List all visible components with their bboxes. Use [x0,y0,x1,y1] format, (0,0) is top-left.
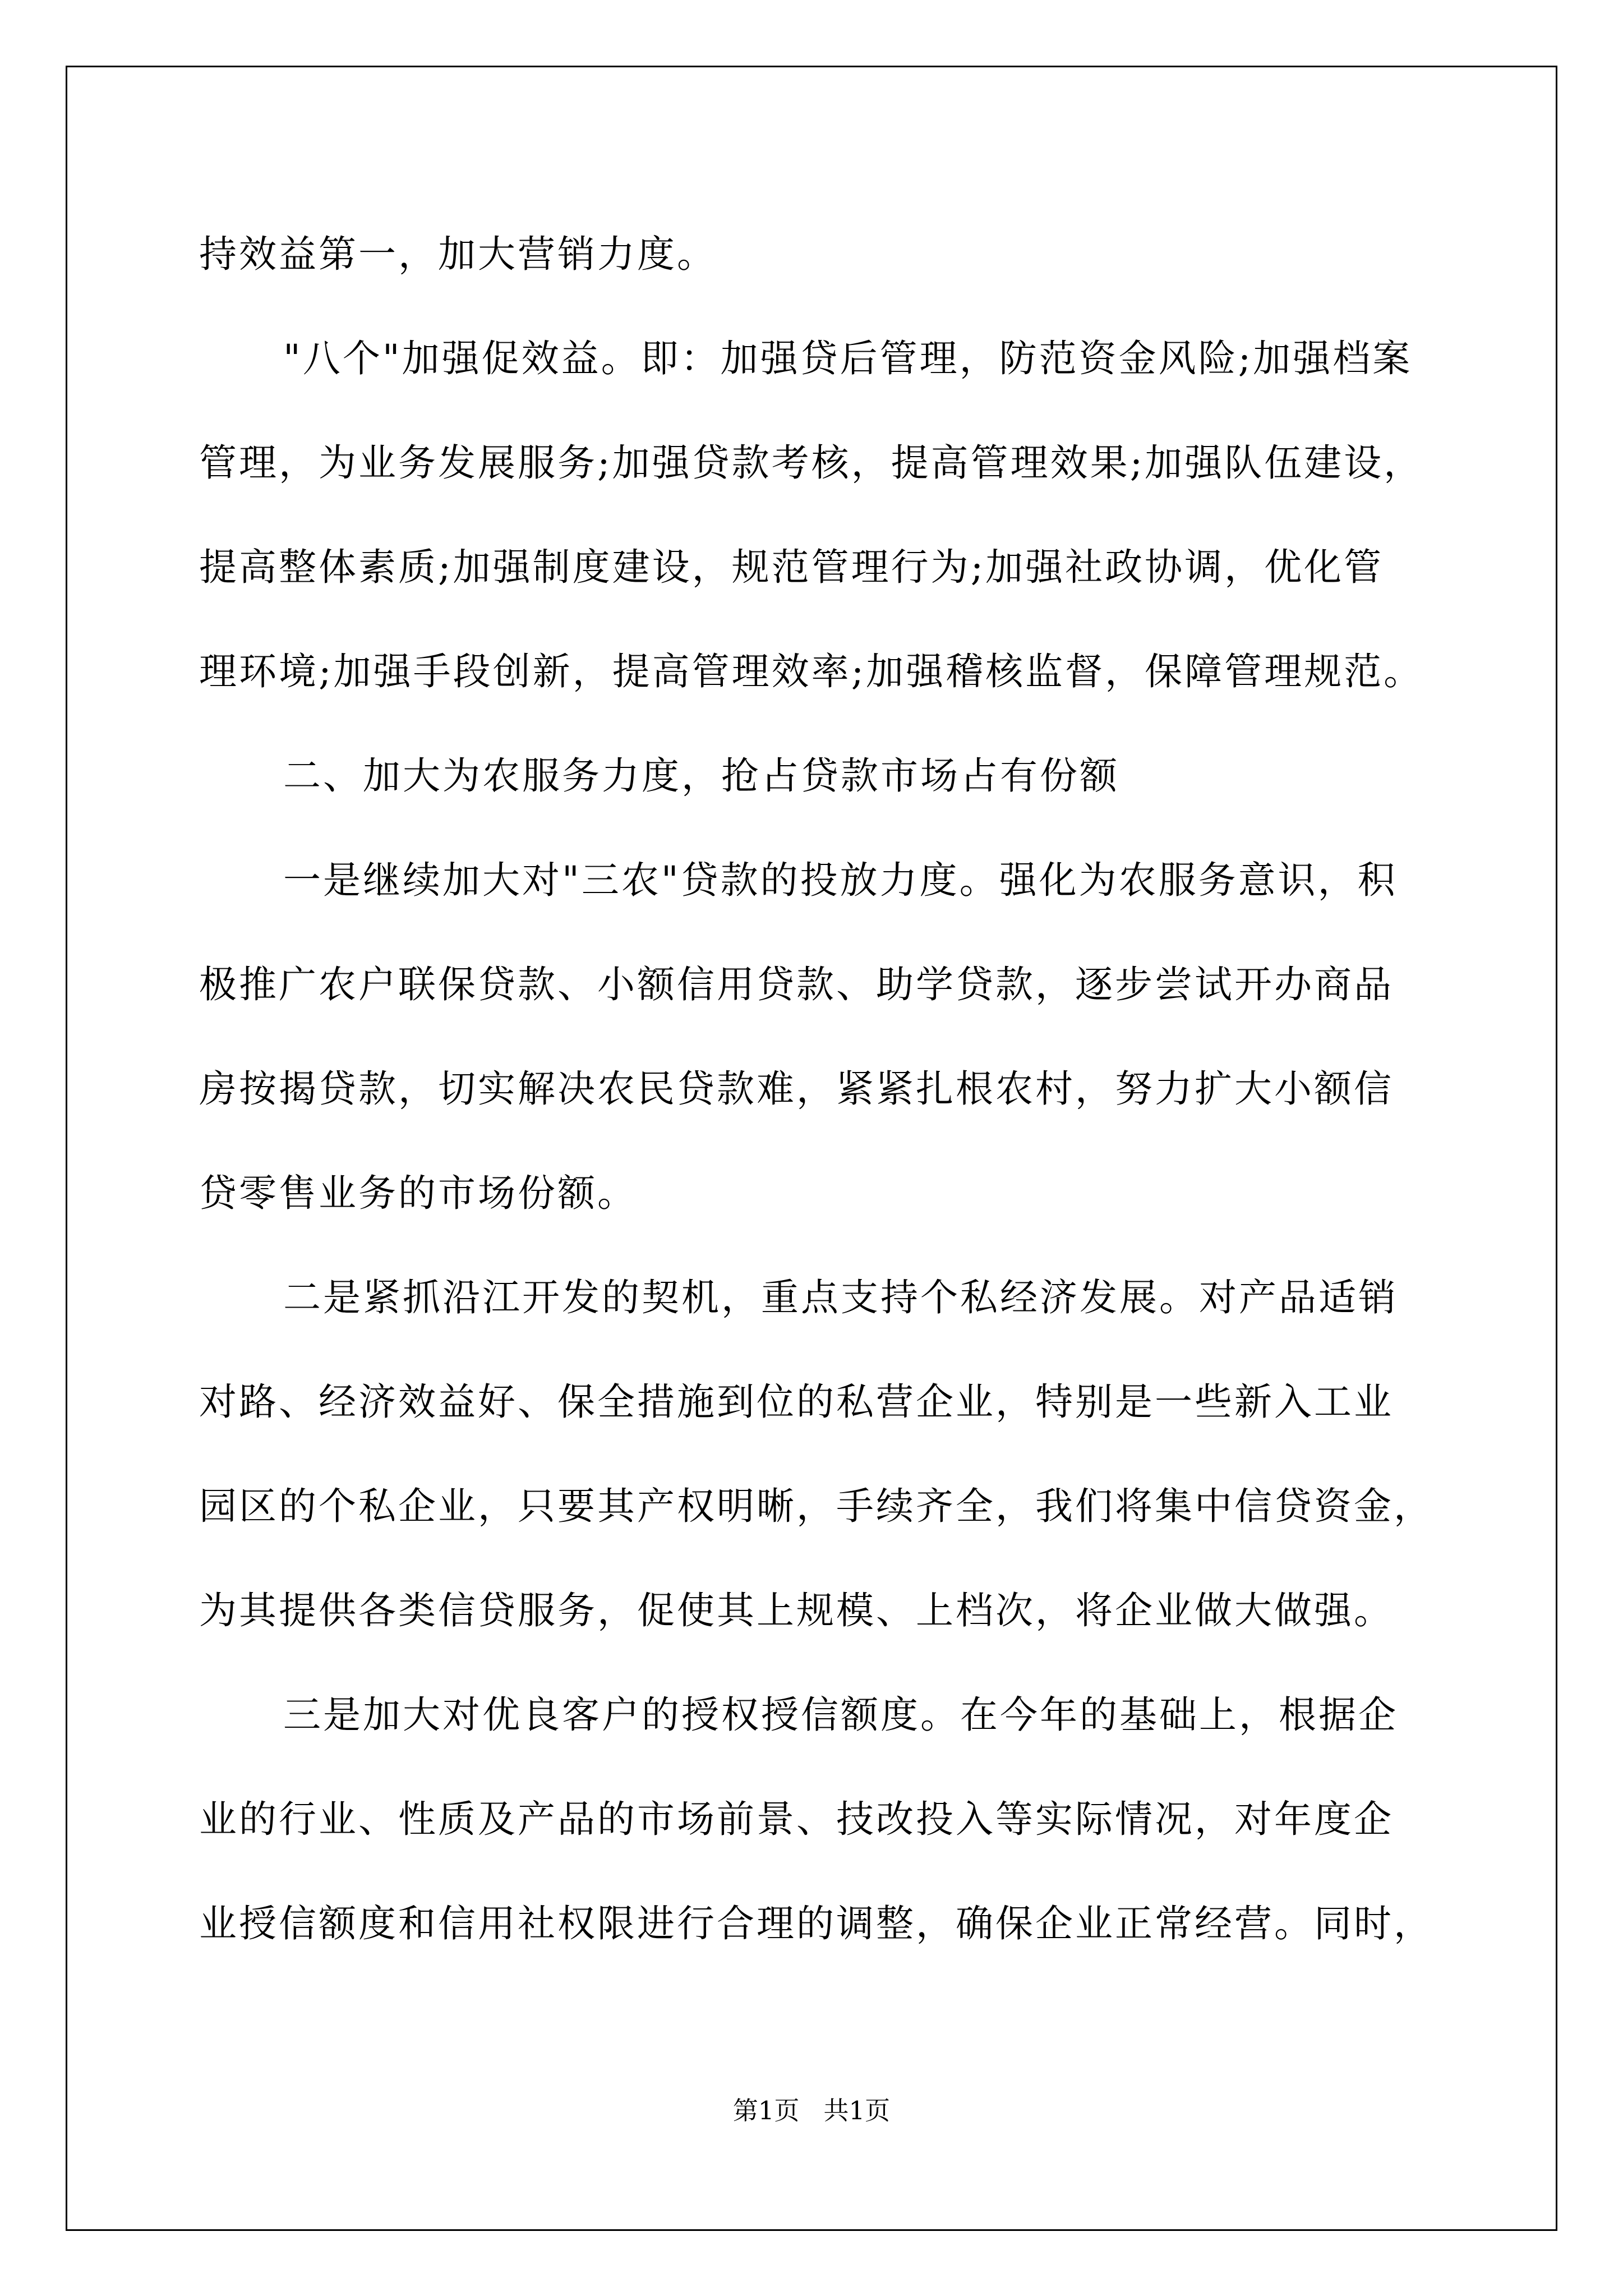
paragraph [199,1663,1438,1976]
text-line: 三是加大对优良客户的授权授信额度。在今年的基础上，根据企 [283,1693,1398,1737]
paragraph [199,202,1438,306]
text-line: 提高整体素质;加强制度建设，规范管理行为;加强社政协调，优化管 [199,545,1384,589]
text-line: 贷零售业务的市场份额。 [199,1171,637,1215]
paragraph [199,306,1438,724]
text-line: 为其提供各类信贷服务，促使其上规模、上档次，将企业做大做强。 [199,1589,1394,1632]
text-line: 一是继续加大对"三农"贷款的投放力度。强化为农服务意识，积 [283,858,1398,902]
text-line: 园区的个私企业，只要其产权明晰，手续齐全，我们将集中信贷资金， [199,1484,1433,1528]
text-line: 持效益第一，加大营销力度。 [199,232,717,276]
text-line: 业的行业、性质及产品的市场前景、技改投入等实际情况，对年度企 [199,1797,1394,1841]
paragraph [199,828,1438,1245]
paragraph [199,1245,1438,1663]
section-heading [199,724,1438,828]
text-line: 理环境;加强手段创新，提高管理效率;加强稽核监督，保障管理规范。 [199,650,1424,693]
text-line: 二、加大为农服务力度，抢占贷款市场占有份额 [283,754,1119,798]
text-line: 对路、经济效益好、保全措施到位的私营企业，特别是一些新入工业 [199,1380,1394,1424]
page-footer: 第1页 共1页 [732,2096,891,2125]
document-body [199,202,1438,1976]
text-line: "八个"加强促效益。即：加强贷后管理，防范资金风险;加强档案 [283,337,1413,380]
text-line: 极推广农户联保贷款、小额信用贷款、助学贷款，逐步尝试开办商品 [199,963,1394,1006]
text-line: 业授信额度和信用社权限进行合理的调整，确保企业正常经营。同时， [199,1902,1433,1945]
text-line: 房按揭贷款，切实解决农民贷款难，紧紧扎根农村，努力扩大小额信 [199,1067,1394,1111]
text-line: 管理，为业务发展服务;加强贷款考核，提高管理效果;加强队伍建设， [199,441,1424,485]
text-line: 二是紧抓沿江开发的契机，重点支持个私经济发展。对产品适销 [283,1276,1398,1319]
